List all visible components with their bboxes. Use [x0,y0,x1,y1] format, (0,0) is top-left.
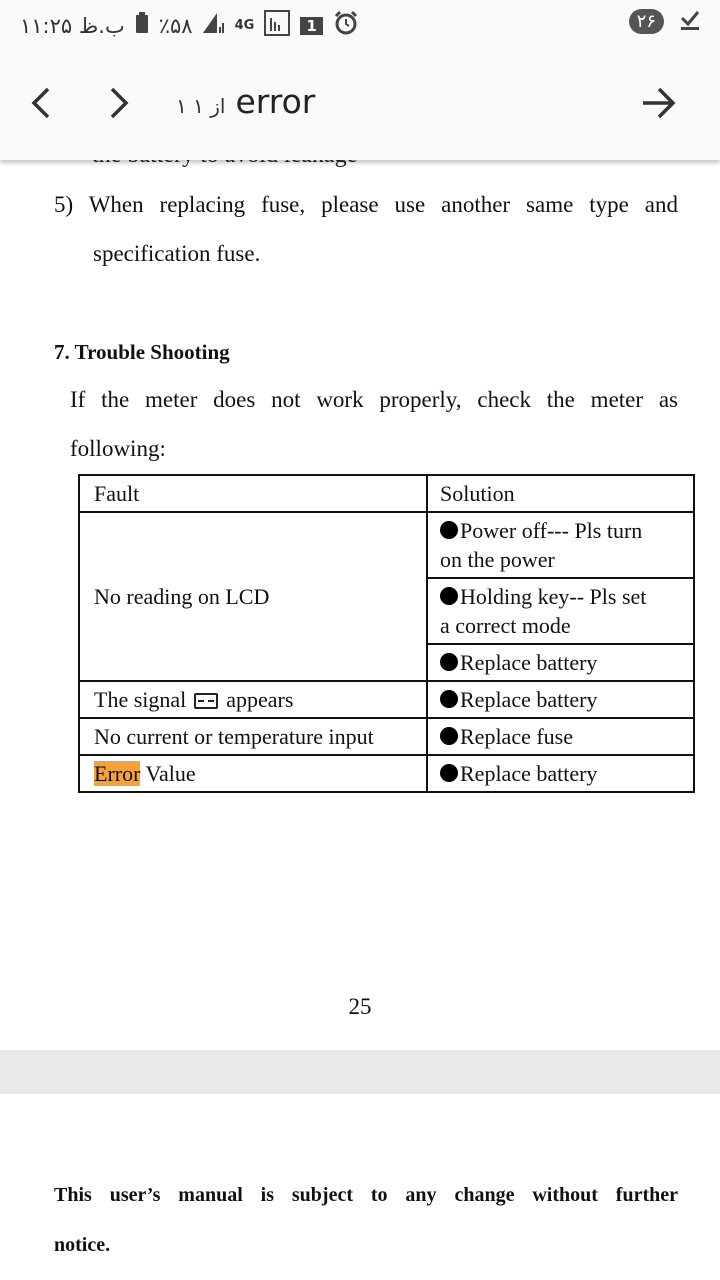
fault-error-value [79,755,427,792]
chevron-right-icon [107,86,131,120]
fault-no-current: No current or temperature input [79,718,427,755]
solution-text: Holding key-- Pls set [460,584,647,609]
alarm-icon [333,10,359,41]
bullet-icon [440,690,458,708]
table-row [79,512,694,578]
data-usage-icon [264,10,290,41]
page-number: 25 [348,994,372,1019]
download-done-icon [680,8,700,35]
table-row [79,755,694,792]
notification-count: 1 [300,17,322,35]
solution-error [427,755,694,792]
solution-text: Power off--- Pls turn [460,518,643,543]
status-left [20,10,359,41]
chevron-left-icon [29,86,53,120]
solution-no-current [427,718,694,755]
status-time: ۱۱:۲۵ ب.ظ [20,13,125,38]
notice-line1: This user’s manual is subject to any change without further [54,1184,678,1206]
solution-power-off [427,512,694,578]
notice-line2: notice. [54,1234,111,1256]
pdf-page-next [0,1094,720,1280]
next-result-button[interactable] [94,78,144,128]
signal-icon [203,13,225,38]
header-fault: Fault [79,475,427,512]
fault-text: The signal [94,687,187,712]
bullet-icon [440,764,458,782]
solution-holding-key [427,578,694,644]
solution-text: Replace battery [460,761,598,786]
section-heading: 7. Trouble Shooting [54,340,230,364]
fault-no-reading: No reading on LCD [79,512,427,681]
network-type: 4G [234,18,255,33]
intro-line1: If the meter does not work properly, check the meter as [70,387,678,412]
intro-line2: following: [70,436,166,461]
bullet-icon [440,587,458,605]
fault-text: Value [140,761,196,786]
solution-text: Replace battery [460,650,598,675]
previous-result-button[interactable] [16,78,66,128]
search-match-highlight: Error [94,761,141,786]
trouble-shooting-table [78,474,695,793]
fault-signal [79,681,427,718]
arrow-right-icon [641,87,677,119]
bullet-icon [440,653,458,671]
solution-text: on the power [440,547,555,572]
status-bar [0,0,720,48]
status-right [629,8,700,35]
table-row [79,718,694,755]
solution-replace-battery [427,644,694,681]
solution-text: Replace fuse [460,724,573,749]
item5-line1: 5) When replacing fuse, please use another same type and [54,192,678,217]
go-search-button[interactable] [634,78,684,128]
result-count: ۱ از ۱ [176,94,226,118]
solution-signal [427,681,694,718]
table-row [79,681,694,718]
solution-text: a correct mode [440,613,571,638]
page-separator [0,1050,720,1094]
solution-text: Replace battery [460,687,598,712]
battery-percent: ٪۵۸ [158,13,193,38]
fault-text: appears [226,687,294,712]
bullet-icon [440,727,458,745]
item5-line2: specification fuse. [93,241,261,266]
battery-icon [135,12,149,39]
bullet-icon [440,521,458,539]
app-badge: ۲۶ [629,9,664,34]
find-in-page-toolbar [0,48,720,160]
header-solution: Solution [427,475,694,512]
low-battery-symbol-icon [194,693,218,709]
table-row [79,475,694,512]
pdf-page [0,160,720,1050]
search-query: error [235,82,316,121]
search-field[interactable] [176,82,315,121]
